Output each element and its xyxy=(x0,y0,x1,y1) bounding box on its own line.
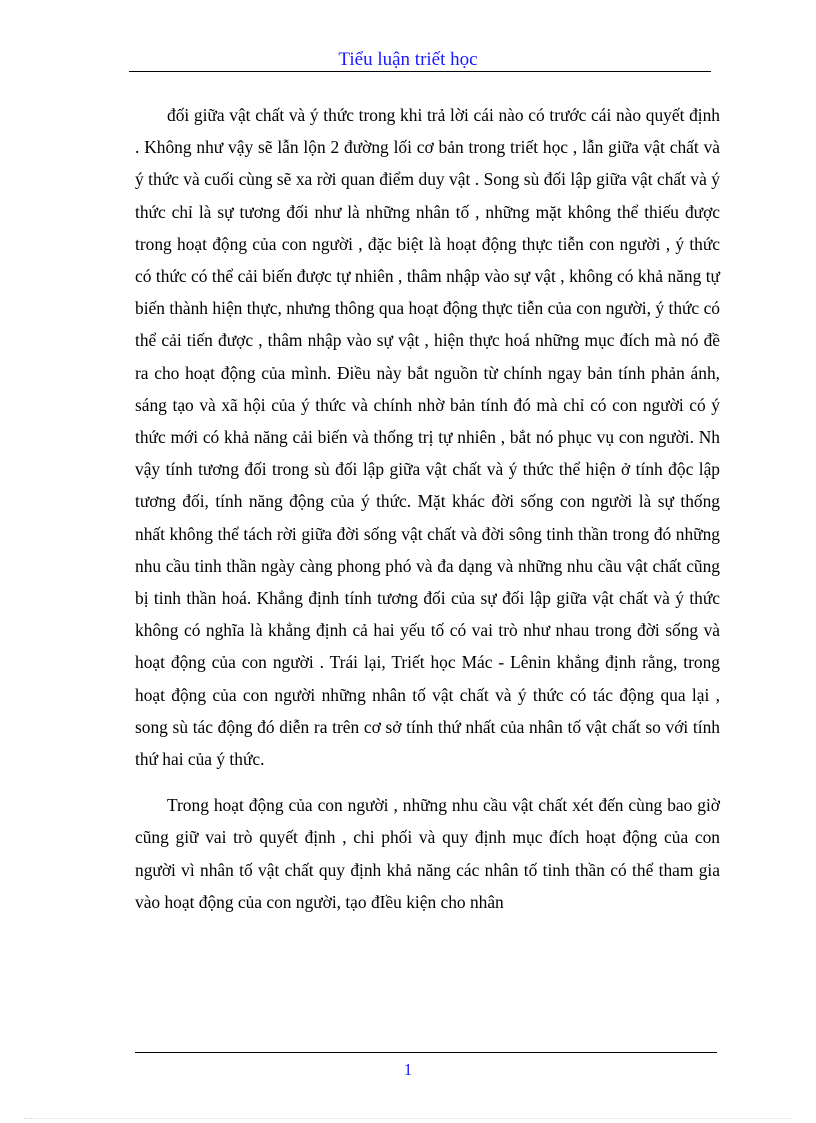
page-edge-dotted-line xyxy=(24,1118,792,1119)
footer-divider xyxy=(135,1052,717,1053)
document-body xyxy=(135,99,720,918)
body-paragraph-2: Trong hoạt động của con người , những nhu cầu vật chất xét đến cùng bao giờ cũng giữ vai trò quyết định , chi phối và quy định mục đích hoạt động của con người vì nhân tố vật chất quy định khả năng các nhân tố tinh thần có thể tham gia vào hoạt động của con người, tạo đIều kiện cho nhân xyxy=(135,795,720,912)
running-header-title: Tiểu luận triết học xyxy=(338,49,478,70)
header-divider xyxy=(129,71,711,72)
page-number: 1 xyxy=(403,1060,413,1079)
body-paragraph-1: đối giữa vật chất và ý thức trong khi trả lời cái nào có trước cái nào quyết định . Không như vậy sẽ lẫn lộn 2 đường lối cơ bản trong triết học , lẫn giữa vật chất và ý thức và cuối cùng sẽ xa rời quan điểm duy vật . Song sù đối lập giữa vật chất và ý thức chỉ là sự tương đối như là những nhân tố , những mặt không thể thiếu được trong hoạt động của con người , đặc biệt là hoạt động thực tiễn con người , ý thức có thức có thể cải biến được tự nhiên , thâm nhập vào sự vật , không có khả năng tự biến thành hiện thực, nhưng thông qua hoạt động thực tiễn của con người, ý thức có thể cải tiến được , thâm nhập vào sự vật , hiện thực hoá những mục đích mà nó đề ra cho hoạt động của mình. Điều này bắt nguồn từ chính ngay bản tính phản ánh, sáng tạo và xã hội của ý thức và chính nhờ bản tính đó mà chỉ có con người có ý thức mới có khả năng cải biến và thống trị tự nhiên , bắt nó phục vụ con người. Nh vậy tính tương đối trong sù đối lập giữa vật chất và ý thức thể hiện ở tính độc lập tương đối, tính năng động của ý thức. Mặt khác đời sống con người là sự thống nhất không thể tách rời giữa đời sống vật chất và đời sông tinh thần trong đó những nhu cầu tinh thần ngày càng phong phó và đa dạng và những nhu cầu vật chất cũng bị tinh thần hoá. Khẳng định tính tương đối của sự đối lập giữa vật chất và ý thức không có nghĩa là khẳng định cả hai yếu tố có vai trò như nhau trong đời sống và hoạt động của con người . Trái lại, Triết học Mác - Lênin khẳng định rằng, trong hoạt động của con người những nhân tố vật chất và ý thức có tác động qua lại , song sù tác động đó diễn ra trên cơ sở tính thứ nhất của nhân tố vật chất so với tính thứ hai của ý thức. xyxy=(135,105,720,770)
